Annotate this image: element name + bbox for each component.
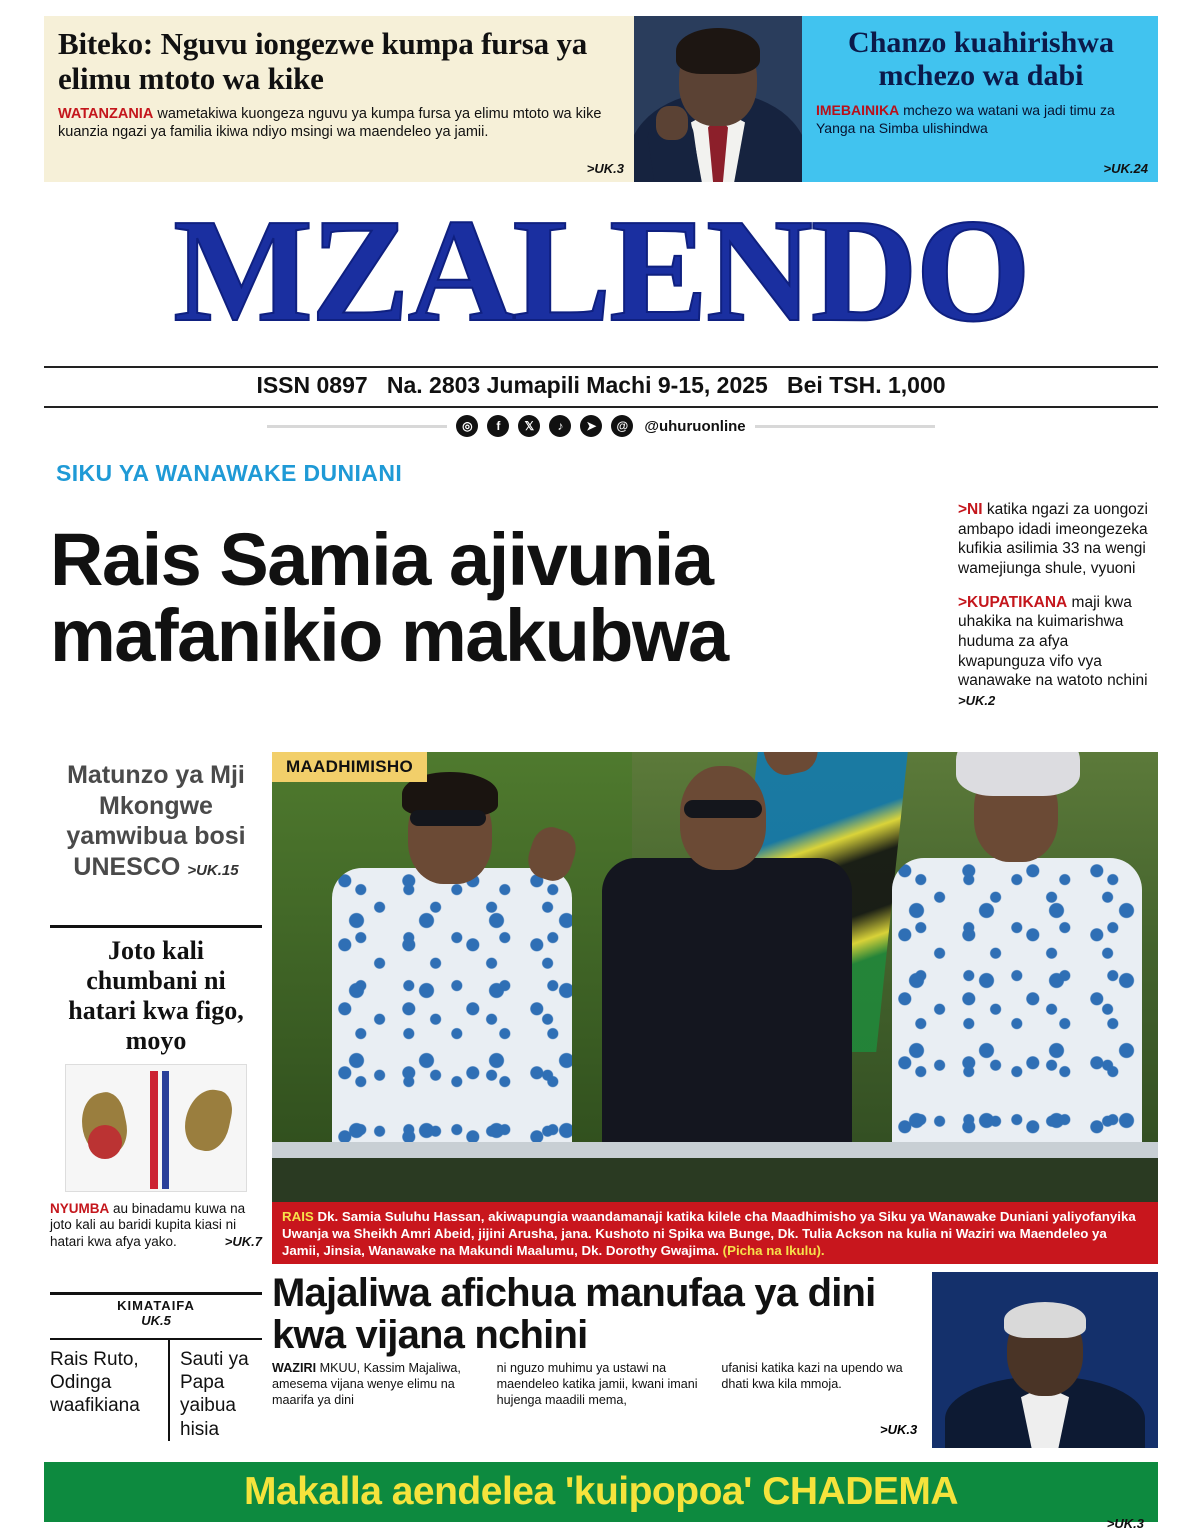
bullet-list [958,500,1158,725]
top-left-lead: WATANZANIA [58,106,154,123]
x-icon[interactable]: 𝕏 [518,415,540,437]
caption-credit: (Picha na Ikulu). [722,1242,825,1258]
footer-text: Makalla aendelea 'kuipopoa' CHADEMA [243,1470,959,1513]
person-center-head [680,766,766,870]
kidneys-illustration [65,1064,247,1192]
teaser-unesco[interactable] [52,760,260,882]
bottom-col-3: ufanisi katika kazi na upendo wa dhati kwa kila mmoja. [721,1361,903,1392]
instagram-icon[interactable]: ◎ [456,415,478,437]
bottom-lead: WAZIRI [272,1361,317,1375]
telegram-icon[interactable]: ➤ [580,415,602,437]
bullet-item [958,500,1158,579]
caption-text: Dk. Samia Suluhu Hassan, akiwapungia waandamanaji katika kilele cha Maadhimisho ya Siku ya Wanawake Duniani yaliyofanyika Uwanja wa Sheikh Amri Abeid, jijini Arusha, jana. Kushoto ni Spika wa Bunge, Dk. Tulia Ackson na kulia ni Waziri wa Maendeleo ya Jamii, Jinsia, Wanawake na Makundi Maalumu, Dk. Dorothy Gwajima. [282,1209,1136,1258]
top-left-story[interactable] [44,16,634,182]
bottom-story-photo [932,1272,1158,1448]
divider-left [267,425,447,428]
bullet-page-ref: >UK.2 [958,693,996,709]
hand-shape [656,106,688,140]
person-center [602,858,852,1158]
artery-shape [150,1071,158,1189]
facebook-icon[interactable]: f [487,415,509,437]
top-right-page-ref: >UK.24 [1103,161,1148,176]
health-headline: Joto kali chumbani ni hatari kwa figo, moyo [68,936,244,1055]
masthead [44,186,1158,356]
person-left [332,868,572,1158]
top-left-body-text: wametakiwa kuongeza nguvu ya kumpa fursa ya elimu mtoto wa kike kuanzia ngazi ya familia ikiwa ndiyo msingi wa maendeleo ya jamii. [58,106,602,141]
hair-shape [676,28,760,74]
bottom-col-1 [272,1360,481,1408]
bullet-lead: >NI [958,501,983,518]
international-title: KIMATAIFA [117,1298,195,1313]
health-box[interactable] [50,925,262,1251]
stage-rail [272,1142,1158,1158]
main-headline: Rais Samia ajivunia mafanikio makubwa [50,518,728,678]
international-items [50,1338,262,1441]
bullet-text: katika ngazi za uongozi ambapo idadi imeongezeka kufikia asilimia 33 na wengi wamejiunga shule, vyuoni [958,501,1148,578]
top-right-body-text: mchezo wa watani wa jadi timu za Yanga na Simba ulishindwa [816,102,1115,136]
bottom-story[interactable] [272,1272,1158,1452]
masthead-rule-bottom [44,406,1158,408]
kidney-lesion-shape [88,1125,122,1159]
photo-caption [272,1202,1158,1264]
top-right-lead: IMEBAINIKA [816,102,900,118]
international-item-right[interactable]: Sauti ya Papa yaibua hisia [180,1349,249,1440]
sunglasses-icon [410,810,486,826]
top-right-body [816,102,1146,137]
eyeglasses-icon [684,800,762,818]
masthead-title: MZALENDO [173,189,1029,353]
bottom-col-1-text: MKUU, Kassim Majaliwa, amesema vijana wenye elimu na maarifa ya dini [272,1361,461,1408]
kicker: SIKU YA WANAWAKE DUNIANI [56,460,403,486]
social-handle: @uhuruonline [644,417,746,435]
top-left-page-ref: >UK.3 [586,161,624,176]
bottom-col-2: ni nguzo muhimu ya ustawi na maendeleo katika jamii, kwani imani hujenga maadili mema, [496,1361,698,1408]
top-right-story[interactable] [802,16,1158,182]
top-left-body [58,105,620,141]
health-body-text: au binadamu kuwa na joto kali au baridi kupita kiasi ni hatari kwa afya yako. [50,1200,246,1250]
issue-number: Na. 2803 Jumapili Machi 9-15, 2025 [386,372,768,398]
bottom-page-ref: >UK.3 [880,1422,918,1437]
social-bar [0,415,1202,437]
person-right-headwrap [956,752,1080,796]
bullet-lead: >KUPATIKANA [958,593,1068,611]
health-lead: NYUMBA [50,1200,110,1216]
person-right [892,858,1142,1158]
person-center-jacket [602,858,852,1158]
health-body [50,1201,262,1252]
issn: ISSN 0897 [256,372,368,398]
footer-page-ref: >UK.3 [1106,1516,1144,1531]
footer-banner[interactable] [44,1462,1158,1522]
person-left-dress [332,868,572,1158]
top-left-headline: Biteko: Nguvu iongezwe kumpa fursa ya elimu mtoto wa kike [58,26,588,97]
stage-base [272,1158,1158,1202]
teaser-page-ref: >UK.15 [187,861,239,879]
masthead-rule-top [44,366,1158,368]
international-item-left[interactable]: Rais Ruto, Odinga waafikiana [50,1340,170,1441]
person-right-dress [892,858,1142,1158]
bottom-columns [272,1360,930,1408]
divider-right [755,425,935,428]
bullet-item [958,593,1158,711]
international-header [50,1292,262,1328]
teaser-text: Matunzo ya Mji Mkongwe yamwibua bosi UNESCO [66,761,246,881]
kidney-right-shape [180,1085,236,1155]
caption-lead: RAIS [282,1209,314,1224]
top-right-headline: Chanzo kuahirishwa mchezo wa dabi [848,26,1114,92]
main-photo [272,752,1158,1202]
issue-line [0,372,1202,399]
bottom-headline: Majaliwa afichua manufaa ya dini kwa vijana nchini [272,1271,876,1358]
tiktok-icon[interactable]: ♪ [549,415,571,437]
photo-label: MAADHIMISHO [272,752,427,782]
international-page-ref: UK.5 [141,1313,171,1328]
price: Bei TSH. 1,000 [787,372,946,398]
threads-icon[interactable]: @ [611,415,633,437]
bottom-photo-hair [1004,1302,1086,1338]
vein-shape [162,1071,169,1189]
top-strip-photo [634,16,802,182]
top-strip [44,16,1158,182]
bullet-text: maji kwa uhakika na kuimarishwa huduma za afya kwapunguza vifo vya wanawake na watoto nchini [958,593,1148,690]
health-page-ref: >UK.7 [224,1234,262,1250]
